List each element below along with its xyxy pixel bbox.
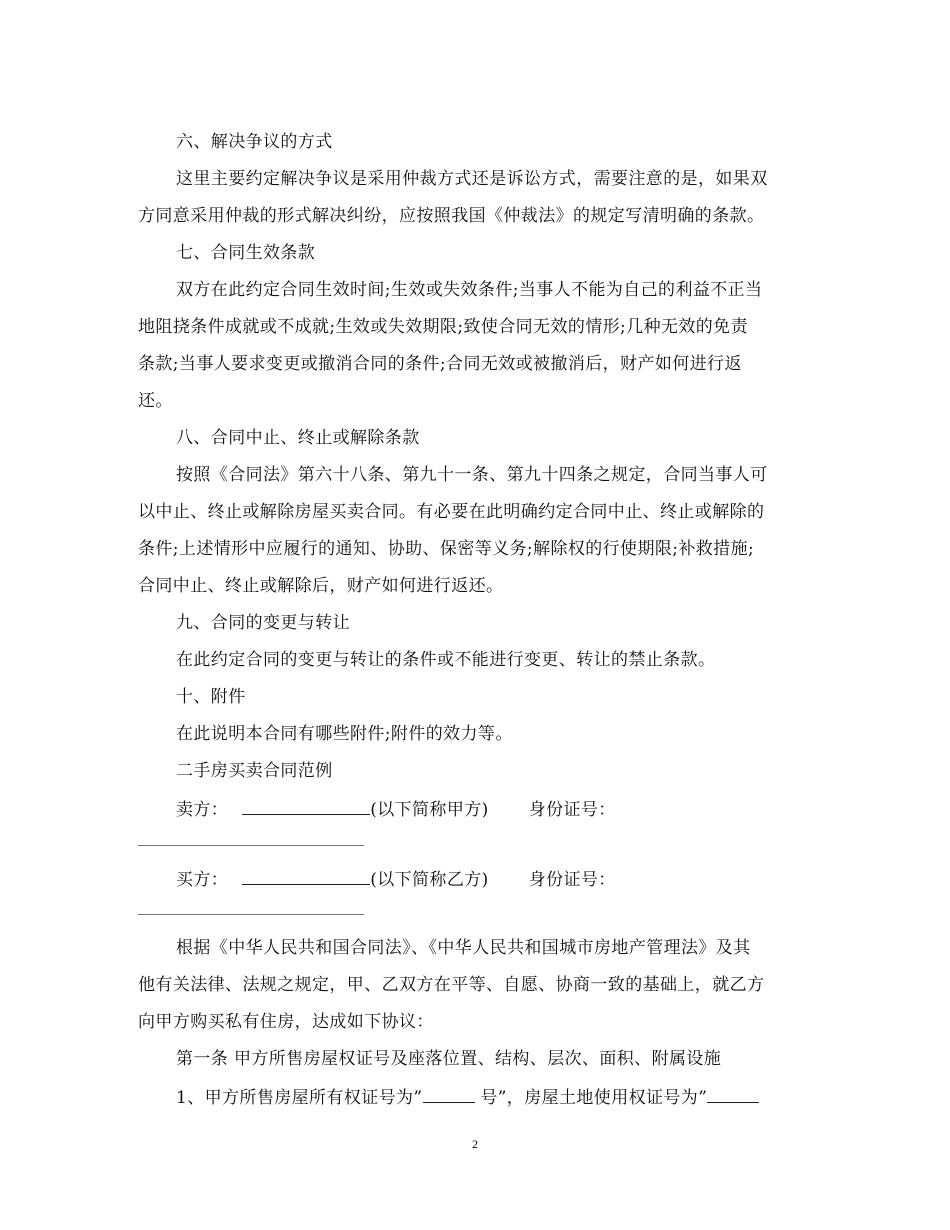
buyer-label: 买方：	[176, 870, 229, 890]
paragraph-line: 向甲方购买私有住房，达成如下协议：	[138, 1012, 434, 1032]
paragraph-line: 根据《中华人民共和国合同法》、《中华人民共和国城市房地产管理法》及其	[176, 938, 751, 958]
seller-row	[176, 797, 616, 821]
buyer-name-blank[interactable]	[242, 867, 370, 885]
ownership-cert-blank[interactable]	[423, 1085, 475, 1103]
section-heading: 九、合同的变更与转让	[176, 613, 350, 633]
clause-line	[176, 1085, 759, 1109]
seller-name-blank[interactable]	[242, 797, 370, 815]
seller-id-blank[interactable]	[138, 845, 364, 846]
article-heading: 第一条 甲方所售房屋权证号及座落位置、结构、层次、面积、附属设施	[176, 1049, 722, 1069]
clause-text: 1、甲方所售房屋所有权证号为”	[176, 1088, 423, 1108]
paragraph-line: 方同意采用仲裁的形式解决纠纷，应按照我国《仲裁法》的规定写清明确的条款。	[138, 206, 765, 226]
section-heading: 十、附件	[176, 687, 246, 707]
land-cert-blank[interactable]	[707, 1085, 759, 1103]
paragraph-line: 他有关法律、法规之规定，甲、乙双方在平等、自愿、协商一致的基础上，就乙方	[138, 975, 765, 995]
buyer-id-blank[interactable]	[138, 914, 364, 915]
section-heading: 八、合同中止、终止或解除条款	[176, 428, 420, 448]
paragraph-line: 在此说明本合同有哪些附件;附件的效力等。	[176, 724, 513, 744]
buyer-alias: (以下简称乙方)	[370, 870, 489, 890]
section-heading: 六、解决争议的方式	[176, 132, 333, 152]
paragraph-line: 这里主要约定解决争议是采用仲裁方式还是诉讼方式，需要注意的是，如果双	[176, 169, 768, 189]
paragraph-line: 以中止、终止或解除房屋买卖合同。有必要在此明确约定合同中止、终止或解除的	[138, 502, 765, 522]
page-number: 2	[472, 1137, 478, 1151]
seller-label: 卖方：	[176, 800, 229, 820]
clause-text: 号”，房屋土地使用权证号为”	[474, 1088, 708, 1108]
paragraph-line: 条件;上述情形中应履行的通知、协助、保密等义务;解除权的行使期限;补救措施;	[138, 539, 755, 559]
paragraph-line: 合同中止、终止或解除后，财产如何进行返还。	[138, 576, 504, 596]
paragraph-line: 地阻挠条件成就或不成就;生效或失效期限;致使合同无效的情形;几种无效的免责	[138, 317, 748, 337]
paragraph-line: 双方在此约定合同生效时间;生效或失效条件;当事人不能为自己的利益不正当	[176, 280, 763, 300]
paragraph-line: 在此约定合同的变更与转让的条件或不能进行变更、转让的禁止条款。	[176, 650, 716, 670]
paragraph-line: 条款;当事人要求变更或撤消合同的条件;合同无效或被撤消后，财产如何进行返	[138, 354, 742, 374]
contract-title: 二手房买卖合同范例	[176, 761, 333, 781]
section-heading: 七、合同生效条款	[176, 243, 316, 263]
seller-id-label: 身份证号：	[528, 800, 616, 820]
paragraph-line: 还。	[138, 391, 173, 411]
seller-alias: (以下简称甲方)	[370, 800, 489, 820]
paragraph-line: 按照《合同法》第六十八条、第九十一条、第九十四条之规定，合同当事人可	[176, 465, 768, 485]
buyer-id-label: 身份证号：	[528, 870, 616, 890]
buyer-row	[176, 867, 616, 891]
